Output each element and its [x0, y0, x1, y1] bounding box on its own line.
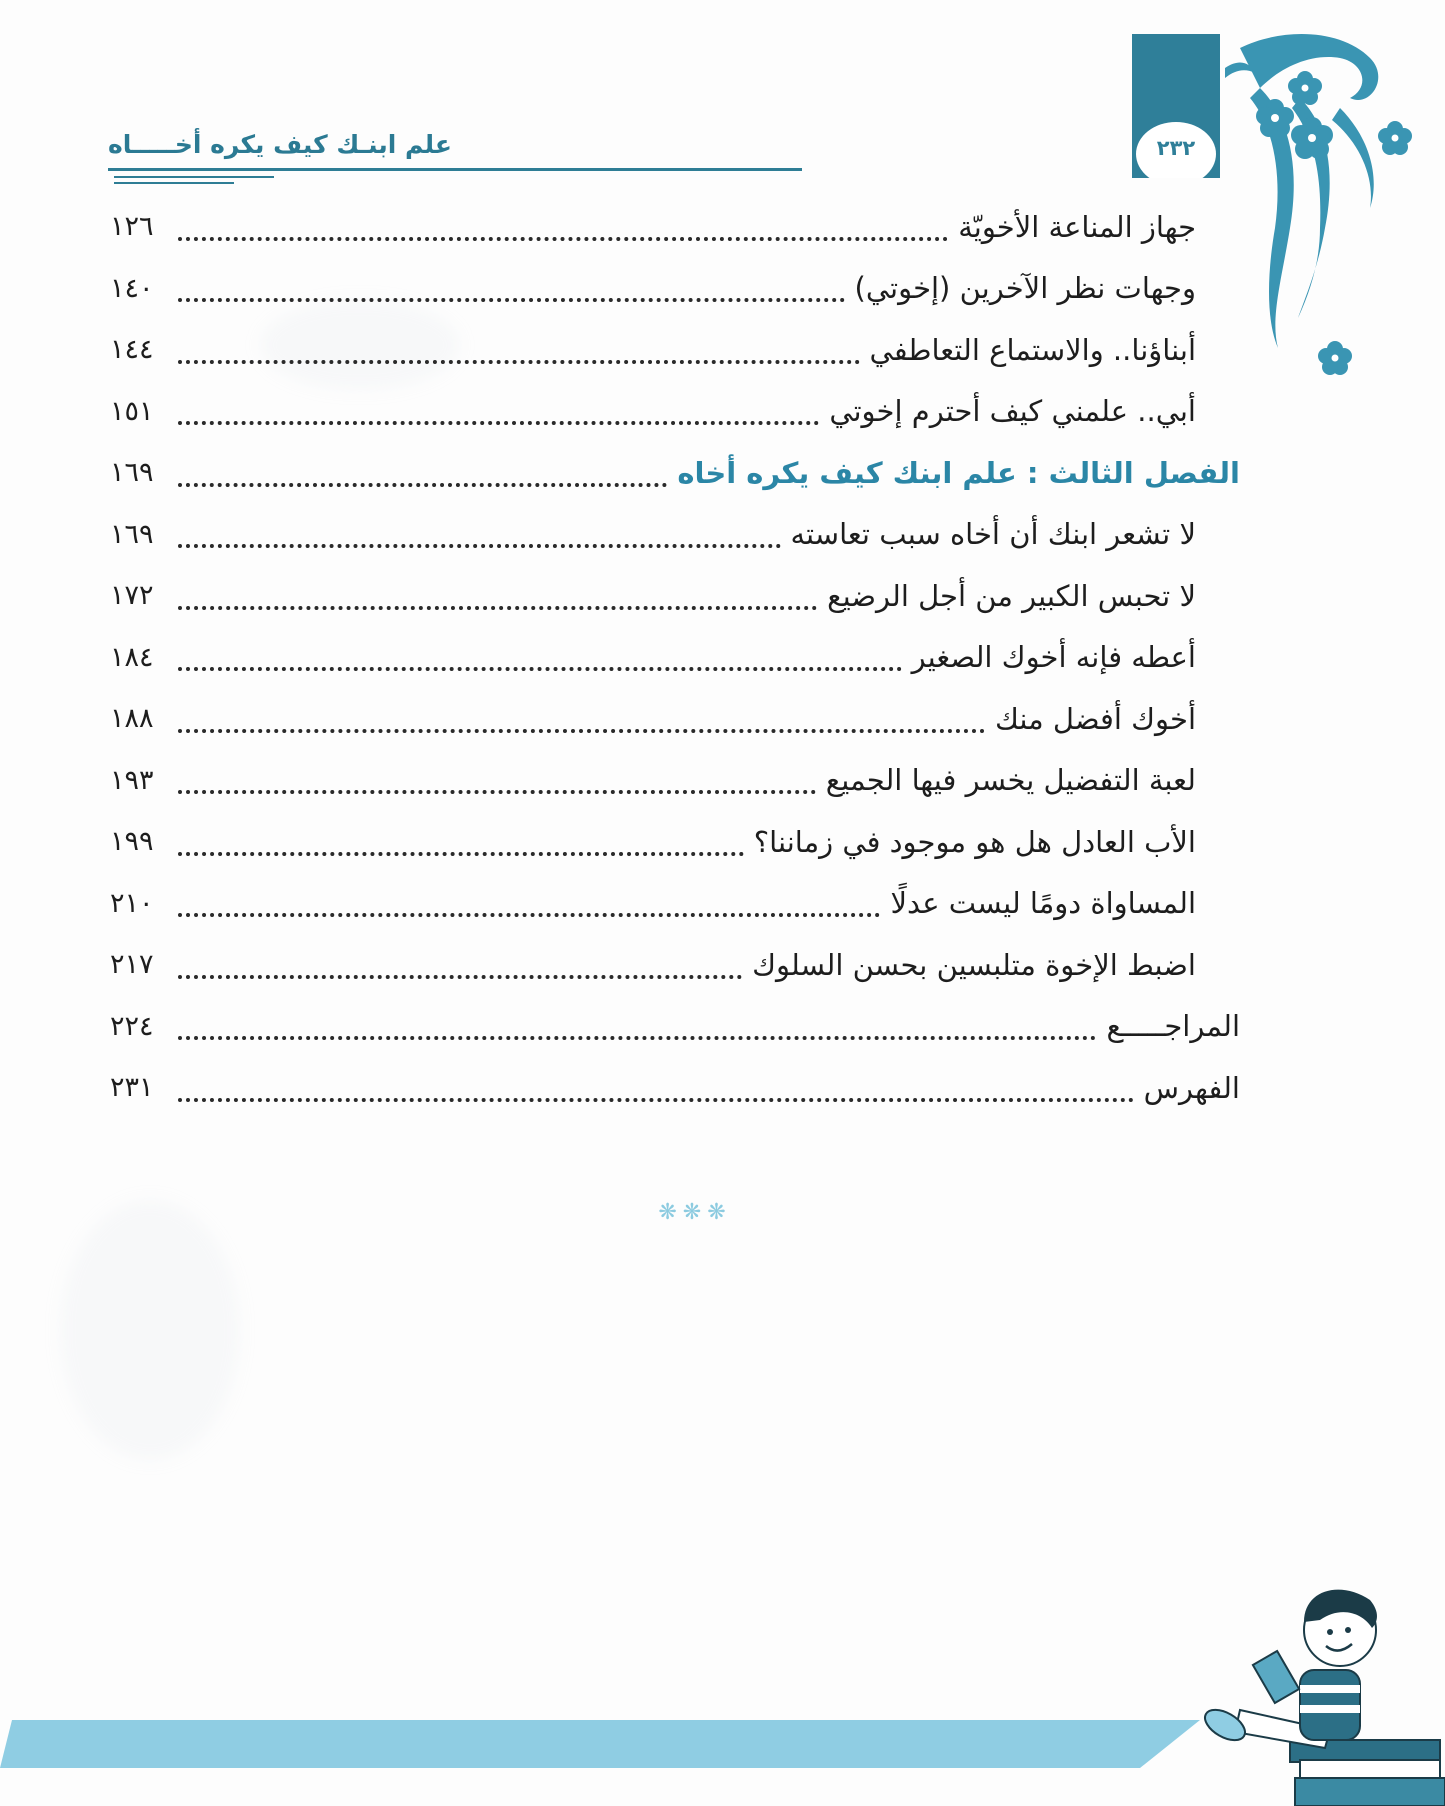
toc-entry-page: ٢٣١	[110, 1072, 154, 1104]
header-rule	[108, 168, 802, 171]
toc-chapter-title: الفصل الثالث : علم ابنك كيف يكره أخاه	[677, 455, 1240, 490]
toc-entry-title: اضبط الإخوة متلبسين بحسن السلوك	[752, 947, 1196, 982]
toc-entry[interactable]	[110, 627, 1240, 689]
scan-smudge	[60, 1200, 240, 1460]
toc-entry[interactable]	[110, 811, 1240, 873]
toc-entry[interactable]	[110, 565, 1240, 627]
toc-entry-page: ٢٢٤	[110, 1010, 154, 1042]
toc-entry-page: ٢١٠	[110, 887, 154, 919]
toc-entry-page: ١٧٢	[110, 580, 154, 612]
dot-leader	[178, 298, 845, 302]
toc-entry[interactable]	[110, 196, 1240, 258]
running-header-title: علم ابنـك كيف يكره أخـــــاه	[108, 130, 452, 159]
toc-entry[interactable]	[110, 504, 1240, 566]
page-number-oval	[1136, 122, 1216, 178]
dot-leader	[178, 544, 781, 548]
dot-leader	[178, 606, 817, 610]
dot-leader	[178, 667, 902, 671]
toc-entry-title: وجهات نظر الآخرين (إخوتي)	[854, 271, 1196, 306]
page-number: ٢٣٢	[1156, 136, 1196, 160]
toc-entry-page: ١٩٩	[110, 826, 154, 858]
toc-entry-page: ١٦٩	[110, 457, 154, 489]
toc-entry-title: لا تشعر ابنك أن أخاه سبب تعاسته	[790, 517, 1196, 552]
toc-entry-page: ١٩٣	[110, 764, 154, 796]
toc-entry-title: الفهرس	[1143, 1070, 1240, 1105]
toc-entry[interactable]	[110, 258, 1240, 320]
toc-entry-title: جهاز المناعة الأخويّة	[958, 209, 1196, 244]
toc-entry-page: ١٨٨	[110, 703, 154, 735]
toc-entry[interactable]	[110, 934, 1240, 996]
toc-entry-page: ١٤٠	[110, 272, 154, 304]
toc-entry[interactable]	[110, 873, 1240, 935]
page-number-tab	[1132, 34, 1220, 178]
floral-ornament-icon	[1220, 28, 1420, 378]
toc-entry[interactable]	[110, 750, 1240, 812]
toc-chapter-heading[interactable]	[110, 442, 1240, 504]
dot-leader	[178, 1098, 1134, 1102]
boy-reading-on-books-illustration-icon	[1180, 1560, 1445, 1806]
dot-leader	[178, 360, 860, 364]
toc-entry-page: ١٨٤	[110, 641, 154, 673]
toc-entry-title: أعطه فإنه أخوك الصغير	[911, 640, 1196, 675]
toc-entry-backmatter[interactable]	[110, 996, 1240, 1058]
toc-entry-title: لا تحبس الكبير من أجل الرضيع	[827, 578, 1196, 613]
dot-leader	[178, 237, 948, 241]
section-separator-stars-icon: ❋❋❋	[658, 1200, 732, 1225]
toc-entry-page: ١٦٩	[110, 518, 154, 550]
toc-entry-page: ٢١٧	[110, 949, 154, 981]
toc-entry-title: لعبة التفضيل يخسر فيها الجميع	[825, 763, 1196, 798]
toc-entry-page: ١٥١	[110, 395, 154, 427]
toc-entry[interactable]	[110, 381, 1240, 443]
toc-entry-title: أبي.. علمني كيف أحترم إخوتي	[829, 394, 1196, 429]
dot-leader	[178, 421, 819, 425]
toc-entry-page: ١٤٤	[110, 334, 154, 366]
dot-leader	[178, 729, 985, 733]
toc-entry-title: المساواة دومًا ليست عدلًا	[890, 886, 1196, 921]
dot-leader	[178, 852, 744, 856]
toc-entry-title: المراجـــــع	[1106, 1009, 1240, 1044]
dot-leader	[178, 1036, 1096, 1040]
toc-entry[interactable]	[110, 319, 1240, 381]
toc-entry-page: ١٢٦	[110, 211, 154, 243]
dot-leader	[178, 483, 667, 487]
toc-entry-backmatter[interactable]	[110, 1057, 1240, 1119]
dot-leader	[178, 913, 880, 917]
dot-leader	[178, 975, 742, 979]
toc-entry-title: أبناؤنا.. والاستماع التعاطفي	[869, 332, 1196, 367]
toc-entry-title: الأب العادل هل هو موجود في زماننا؟	[753, 824, 1196, 859]
table-of-contents	[110, 196, 1240, 1119]
toc-entry-title: أخوك أفضل منك	[994, 701, 1196, 736]
bottom-decorative-bar	[0, 1720, 1200, 1768]
header-rule-short	[114, 176, 274, 178]
dot-leader	[178, 790, 816, 794]
header-rule-short	[114, 182, 234, 184]
toc-entry[interactable]	[110, 688, 1240, 750]
